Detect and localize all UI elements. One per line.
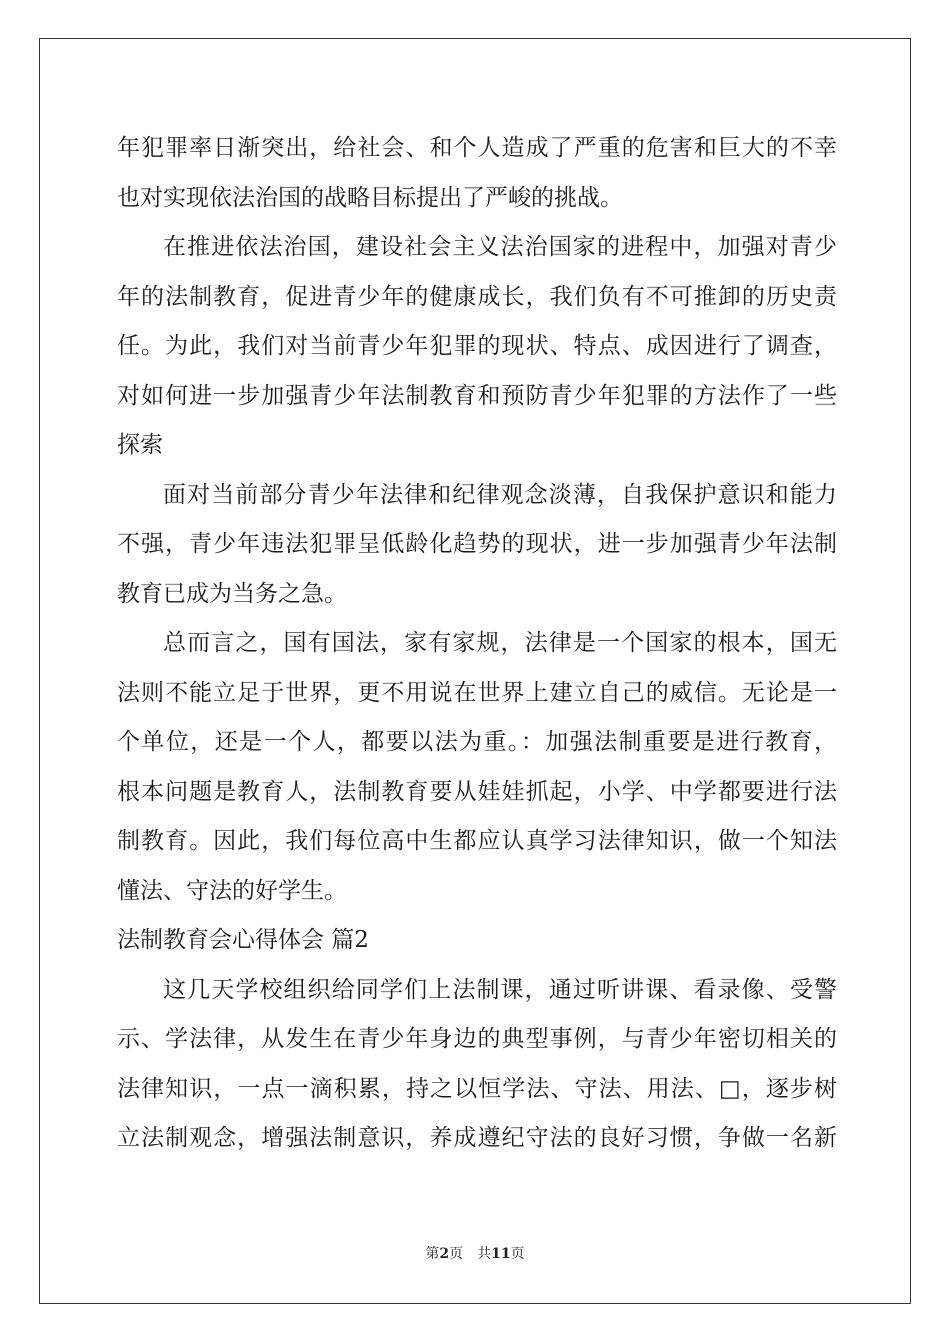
- text-line: 对如何进一步加强青少年法制教育和预防青少年犯罪的方法作了一些: [117, 382, 837, 409]
- total-unit: 页: [510, 1246, 525, 1262]
- text-line: 探索: [117, 432, 163, 458]
- total-prefix: 共: [477, 1246, 492, 1262]
- text-line: 法则不能立足于世界，更不用说在世界上建立自己的威信。无论是一: [117, 679, 837, 706]
- total-pages: 11: [491, 1246, 511, 1262]
- text-line: 任。为此，我们对当前青少年犯罪的现状、特点、成因进行了调查，: [117, 333, 837, 359]
- text-line: 不强，青少年违法犯罪呈低龄化趋势的现状，进一步加强青少年法制: [117, 531, 837, 557]
- paragraph-start-line: 这几天学校组织给同学们上法制课，通过听讲课、看录像、受警: [163, 976, 837, 1003]
- text-line: 根本问题是教育人，法制教育要从娃娃抓起，小学、中学都要进行法: [117, 778, 837, 805]
- text-line: 懂法、守法的好学生。: [117, 877, 347, 904]
- paragraph-start-line: 面对当前部分青少年法律和纪律观念淡薄，自我保护意识和能力: [163, 481, 837, 508]
- page-unit: 页: [449, 1246, 464, 1262]
- paragraph-start-line: 总而言之，国有国法，家有家规，法律是一个国家的根本，国无: [163, 630, 837, 656]
- section-heading: 法制教育会心得体会 篇2: [117, 927, 369, 953]
- text-line: 教育已成为当务之急。: [117, 580, 347, 607]
- page-prefix: 第: [425, 1246, 440, 1262]
- paragraph-start-line: 在推进依法治国，建设社会主义法治国家的进程中，加强对青少: [163, 234, 837, 260]
- text-line: 制教育。因此，我们每位高中生都应认真学习法律知识，做一个知法: [117, 828, 837, 854]
- page-footer: [0, 1244, 950, 1264]
- text-line: 也对实现依法治国的战略目标提出了严峻的挑战。: [117, 184, 623, 211]
- text-line: 年犯罪率日渐突出，给社会、和个人造成了严重的危害和巨大的不幸: [117, 135, 837, 161]
- page-number: 2: [439, 1246, 450, 1262]
- text-line: 年的法制教育，促进青少年的健康成长，我们负有不可推卸的历史责: [117, 283, 837, 310]
- text-line: 个单位，还是一个人，都要以法为重。：加强法制重要是进行教育，: [117, 729, 837, 755]
- text-line: 立法制观念，增强法制意识，养成遵纪守法的良好习惯，争做一名新: [117, 1125, 837, 1151]
- text-line: 示、学法律，从发生在青少年身边的典型事例，与青少年密切相关的: [117, 1026, 837, 1052]
- document-body: [117, 124, 837, 1164]
- text-line: 法律知识，一点一滴积累，持之以恒学法、守法、用法、□，逐步树: [117, 1075, 837, 1102]
